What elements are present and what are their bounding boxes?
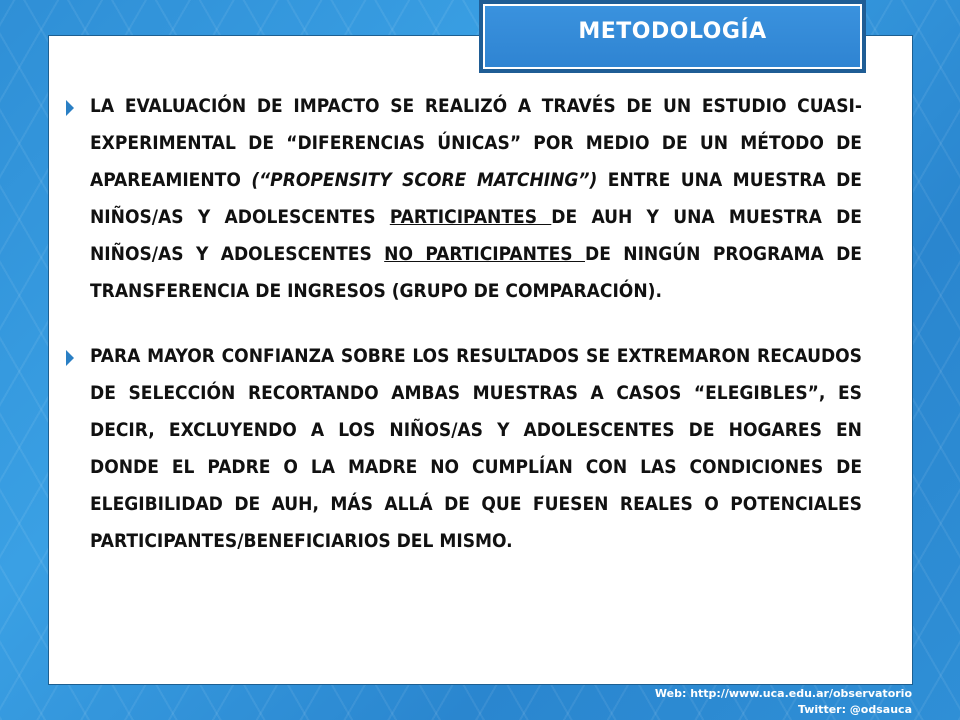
bullet-text-segment: ENTRE UNA MUESTRA DE NIÑOS/AS Y ADOLESCENTES [90, 169, 862, 228]
bullet-text-segment: DE NINGÚN PROGRAMA DE TRANSFERENCIA DE INGRESOS (GRUPO DE COMPARACIÓN). [90, 243, 862, 302]
title-tab-inner [483, 4, 862, 69]
bullet-text-segment: DE AUH Y UNA MUESTRA DE NIÑOS/AS Y ADOLESCENTES [90, 206, 862, 265]
bullet-arrow-icon [66, 100, 74, 116]
bullet-text-italic: (“PROPENSITY SCORE MATCHING”) [251, 169, 598, 191]
footer-twitter[interactable]: Twitter: @odsauca [797, 703, 912, 716]
bullet-text-segment: PARA MAYOR CONFIANZA SOBRE LOS RESULTADOS SE EXTREMARON RECAUDOS DE SELECCIÓN RECORTANDO AMBAS MUESTRAS A CASOS “ELEGIBLES”, ES DECIR, EXCLUYENDO A LOS NIÑOS/AS Y ADOLESCENTES DE HOGARES EN DONDE EL PADRE O LA MADRE NO CUMPLÍAN CON LAS CONDICIONES DE ELEGIBILIDAD DE AUH, MÁS ALLÁ DE QUE FUESEN REALES O POTENCIALES PARTICIPANTES/BENEFICIARIOS DEL MISMO. [90, 345, 862, 552]
footer-web-link[interactable]: Web: http://www.uca.edu.ar/observatorio [654, 687, 912, 700]
bullet-item [62, 88, 862, 310]
bullet-list [62, 88, 862, 588]
bullet-text-underlined: PARTICIPANTES [389, 206, 552, 228]
bullet-text [90, 338, 862, 560]
bullet-text [90, 88, 862, 310]
slide-title: METODOLOGÍA [578, 19, 767, 44]
bullet-arrow-icon [66, 350, 74, 366]
bullet-text-underlined: NO PARTICIPANTES [384, 243, 585, 265]
title-tab [479, 0, 866, 73]
bullet-text-segment: LA EVALUACIÓN DE IMPACTO SE REALIZÓ A TRAVÉS DE UN ESTUDIO CUASI-EXPERIMENTAL DE “DIFERENCIAS ÚNICAS” POR MEDIO DE UN MÉTODO DE APAREAMIENTO [90, 95, 862, 191]
bullet-item [62, 338, 862, 560]
footer [655, 686, 912, 718]
